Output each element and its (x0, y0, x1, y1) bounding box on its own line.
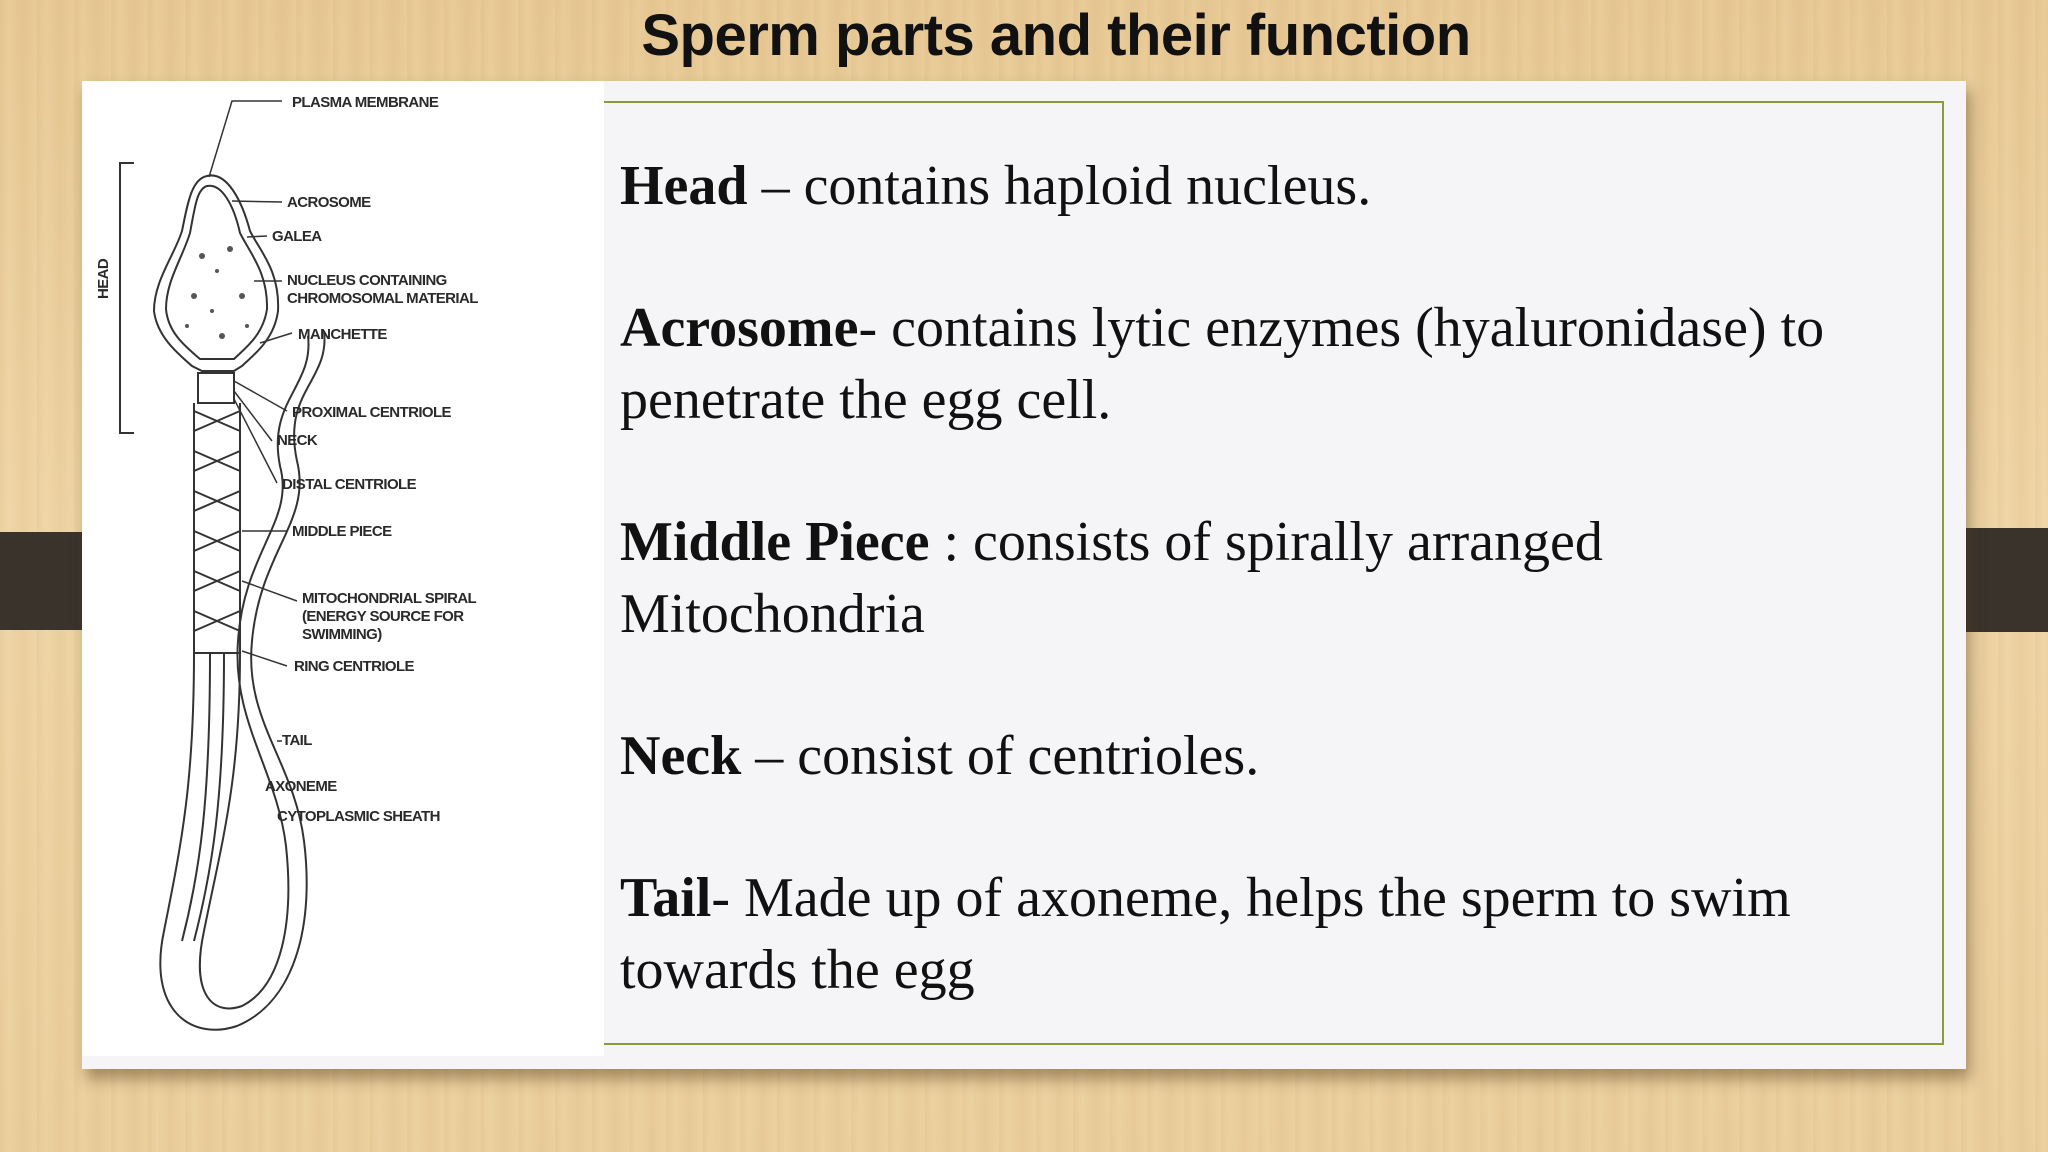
label-mito-line3: SWIMMING) (302, 626, 382, 643)
label-cytoplasmic-sheath: CYTOPLASMIC SHEATH (277, 808, 440, 825)
label-plasma-membrane: PLASMA MEMBRANE (292, 94, 439, 111)
definition-acrosome (620, 292, 1920, 436)
label-mito-line1: MITOCHONDRIAL SPIRAL (302, 590, 477, 607)
term-middle-piece: Middle Piece (620, 511, 930, 573)
label-tail: TAIL (282, 732, 312, 749)
left-binder-clip (0, 532, 90, 630)
label-acrosome: ACROSOME (287, 194, 371, 211)
label-axoneme: AXONEME (265, 778, 337, 795)
label-head: HEAD (95, 258, 112, 299)
desc-acrosome: - contains lytic enzymes (hyaluronidase) to penetrate the egg cell. (620, 297, 1825, 431)
desc-middle-piece: : consists of spirally arranged Mitochondria (620, 511, 1603, 645)
label-nucleus-line1: NUCLEUS CONTAINING (287, 272, 447, 289)
label-mito-line2: (ENERGY SOURCE FOR (302, 608, 464, 625)
label-middle-piece: MIDDLE PIECE (292, 523, 392, 540)
desc-tail: - Made up of axoneme, helps the sperm to swim towards the egg (620, 867, 1791, 1001)
term-neck: Neck (620, 725, 742, 787)
term-head: Head (620, 155, 748, 217)
sperm-diagram (82, 81, 604, 1056)
term-tail: Tail (620, 867, 712, 929)
definitions-list (620, 150, 1920, 1076)
definition-tail (620, 862, 1920, 1006)
label-ring-centriole: RING CENTRIOLE (294, 658, 414, 675)
label-proximal-centriole: PROXIMAL CENTRIOLE (292, 404, 451, 421)
definition-middle-piece (620, 506, 1920, 650)
label-galea: GALEA (272, 228, 322, 245)
slide-title: Sperm parts and their function (641, 3, 1471, 68)
label-neck: NECK (277, 432, 318, 449)
desc-head: – contains haploid nucleus. (747, 155, 1372, 217)
term-acrosome: Acrosome (620, 297, 859, 359)
label-nucleus-line2: CHROMOSOMAL MATERIAL (287, 290, 478, 307)
definition-head (620, 150, 1920, 222)
desc-neck: – consist of centrioles. (741, 725, 1260, 787)
label-distal-centriole: DISTAL CENTRIOLE (282, 476, 417, 493)
label-manchette: MANCHETTE (298, 326, 387, 343)
definition-neck (620, 720, 1920, 792)
